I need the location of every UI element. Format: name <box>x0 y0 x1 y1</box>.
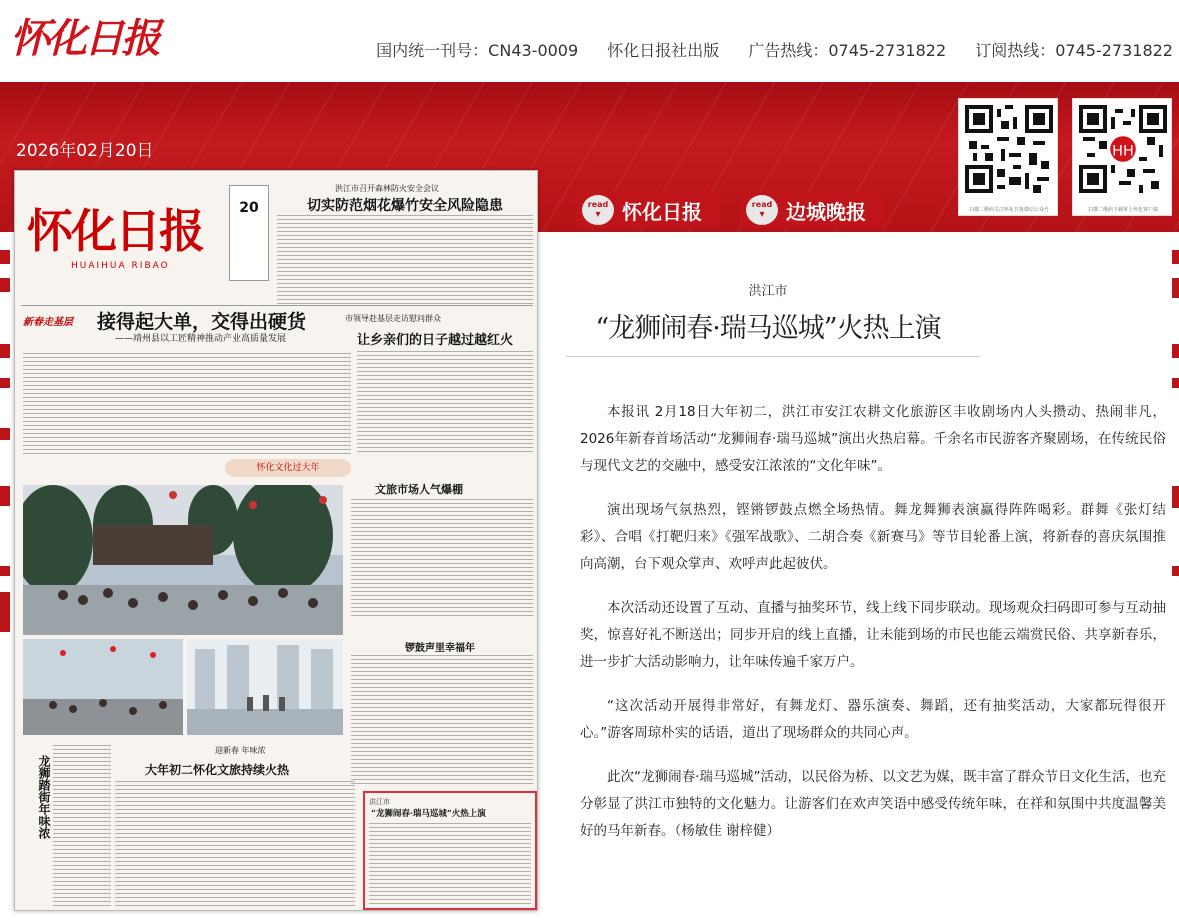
newspaper-page-thumbnail[interactable] <box>14 170 538 911</box>
tab-biancheng-evening[interactable] <box>740 192 884 228</box>
highlight-city: 洪江市 <box>369 798 390 806</box>
issue-date: 2026年02月20日 <box>16 141 154 161</box>
tab-label: 边城晚报 <box>786 199 866 224</box>
article-city: 洪江市 <box>748 284 788 299</box>
paper-masthead-pinyin: HUAIHUA RIBAO <box>71 261 170 271</box>
page-number-box <box>229 185 269 281</box>
article-paragraph: 演出现场气氛热烈，铿锵锣鼓点燃全场热情。舞龙舞狮表演赢得阵阵喝彩。群舞《张灯结彩》、合唱《打靶归来》《强军战歌》、二胡合奏《新赛马》等节目轮番上演，将新春的喜庆氛围推向高潮，台下观众掌声、欢呼声此起彼伏。 <box>580 502 1166 572</box>
paper-story4-title: 大年初二怀化文旅持续火热 <box>145 763 290 777</box>
highlight-title: “龙狮闹春·瑞马巡城”火热上演 <box>371 809 486 819</box>
article-paragraph: “这次活动开展得非常好，有舞龙灯、器乐演奏、舞蹈，还有抽奖活动，大家都玩得很开心。”游客周琼朴实的话语，道出了现场群众的共同心声。 <box>580 698 1166 741</box>
paper-story4-kicker: 迎新春 年味浓 <box>215 746 266 755</box>
article-paragraph: 本次活动还设置了互动、直播与抽奖环节，线上线下同步联动。现场观众扫码即可参与互动抽奖，惊喜好礼不断送出；同步开启的线上直播，让未能到场的市民也能云端赏民俗、共享新春乐，进一步扩大活动影响力，让年味传遍千家万户。 <box>580 600 1166 670</box>
header-info <box>352 38 1173 61</box>
paper-headline-main: 接得起大单，交得出硬货 <box>97 311 307 333</box>
subscribe-hotline: 订阅热线：0745-2731822 <box>975 41 1173 60</box>
qr-code-icon <box>1079 105 1167 193</box>
svg-text:怀化日报: 怀化日报 <box>10 15 158 62</box>
qr-caption: 扫描二维码关注怀化日报微信公众号 <box>968 207 1049 213</box>
read-icon: read ▾ <box>582 195 614 225</box>
paper-sidebar-title: 龙狮踏街年味浓 <box>37 755 51 839</box>
qr-code-app <box>1072 98 1172 216</box>
ad-hotline: 广告热线：0745-2731822 <box>748 41 947 60</box>
tab-label: 怀化日报 <box>622 199 702 224</box>
paper-masthead: 怀化日报 <box>27 204 203 258</box>
title-divider <box>566 356 980 357</box>
issue-number: 国内统一刊号：CN43-0009 <box>376 41 579 60</box>
paper-headline-sub: ——靖州县以工匠精神推动产业高质量发展 <box>115 334 287 344</box>
paper-story3-title: 锣鼓声里幸福年 <box>405 643 475 654</box>
qr-code-wechat <box>958 98 1058 216</box>
tab-huaihua-daily[interactable] <box>576 192 720 228</box>
page-number: 20 <box>239 200 259 216</box>
read-icon: read ▾ <box>746 195 778 225</box>
photo-crowd <box>23 485 343 635</box>
site-header <box>0 0 1179 82</box>
article-title: “龙狮闹春·瑞马巡城”火热上演 <box>595 313 941 344</box>
article-paragraph: 本报讯 2月18日大年初二，洪江市安江农耕文化旅游区丰收剧场内人头攒动、热闹非凡，2026年新春首场活动“龙狮闹春·瑞马巡城”演出火热启幕。千余名市民游客齐聚剧场，在传统民俗与现代文艺的交融中，感受安江浓浓的“文化年味”。 <box>580 404 1166 474</box>
highlighted-article-box[interactable] <box>363 791 537 910</box>
paper-headline-right: 切实防范烟花爆竹安全风险隐患 <box>307 198 503 214</box>
article-paragraph: 此次“龙狮闹春·瑞马巡城”活动，以民俗为桥、以文艺为媒，既丰富了群众节日文化生活，也充分彰显了洪江市独特的文化魅力。让游客们在欢声笑语中感受传统年味，在祥和氛围中共度温馨美好的马年新春。（杨敏佳 谢梓健） <box>580 769 1166 839</box>
feature-tag-icon: 新春走基层 <box>23 317 73 328</box>
section-banner: 怀化文化过大年 <box>225 459 351 477</box>
paper-story2-title: 文旅市场人气爆棚 <box>375 483 463 496</box>
publisher: 怀化日报社出版 <box>607 41 720 60</box>
paper-headline-mid: 让乡亲们的日子越过越红火 <box>357 333 514 348</box>
paper-mid-kicker: 市领导赴基层走访慰问群众 <box>345 314 441 323</box>
photo-stage <box>187 639 343 735</box>
article-body <box>580 399 1166 862</box>
photo-street <box>23 639 183 735</box>
paper-headline-kicker: 洪江市召开森林防火安全会议 <box>335 184 439 193</box>
qr-code-icon <box>965 105 1053 193</box>
site-logo[interactable] <box>10 12 190 62</box>
svg-text:HH: HH <box>1112 143 1134 160</box>
qr-caption: 扫描二维码下载掌上怀化客户端 <box>1087 207 1158 213</box>
article-panel <box>556 232 1172 923</box>
